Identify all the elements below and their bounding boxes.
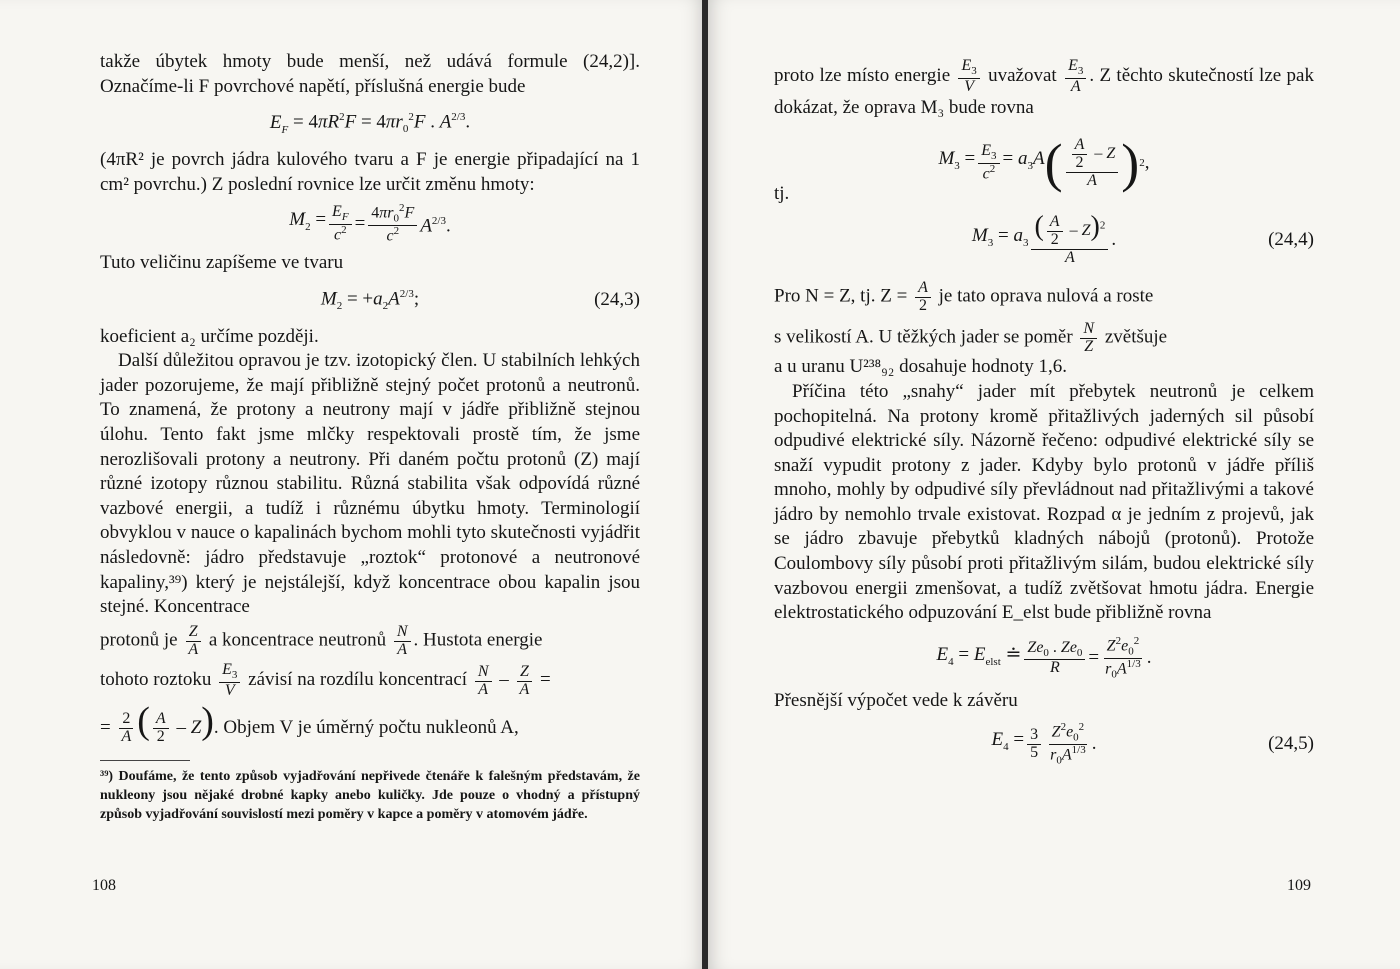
- paragraph: Příčina této „snahy“ jader mít přebytek neutronů je celkem pochopitelná. Na protony kromě přitažlivých jaderných sil působí odpudivé elektrické síly. Názorně řečeno: odpudivé elektrické síly se snaží vypudit protony z jader. Kdyby bylo protonů v jádře příliš mnoho, mohly by odpudivé síly převládnout nad přitažlivými a takové jádro by nemohlo trvale existovat. Rozpad α je jedním z projevů, jak se jádro zbavuje přebytků kladných nábojů (protonů). Protože Coulombovy síly působí proti přitažlivým silám, budou elektrické síly vazbovou energii zmenšovat, a tudíž zvětšovat hmotu jádra. Energie elektrostatického odpuzování E_elst bude přibližně rovna: [774, 380, 1314, 624]
- equation-surface-energy: $E_F = 4\pi R^2F = 4\pi r_0^2F$ . $A^{2/3}$.: [269, 111, 471, 136]
- right-text-column: [774, 50, 1314, 773]
- paragraph-inline-fractions: = $\frac{2}{A}$ ( $\frac{A}{2}$ – Z). Objem V je úměrný počtu nukleonů A,: [100, 699, 519, 745]
- equation-number: (24,5): [1268, 732, 1314, 754]
- paragraph: Další důležitou opravou je tzv. izotopický člen. U stabilních lehkých jader pozorujeme, že mají přibližně stejný počet protonů a neutronů. To znamená, že protony a neutrony mají v jádře přibližně stejnou úlohu. Tento fakt jsme mlčky respektovali prostě tím, že jsme nerozlišovali protony a neutrony. Při daném počtu protonů (Z) mají různé izotopy různou stabilitu. Různá stabilita však odpovídá různé vazbové energii, a tudíž i různému úbytku hmoty. Terminologií obvyklou v nauce o kapalinách bychom mohli tyto skutečnosti vyjádřit následovně: jádro představuje „roztok“ protonové a neutronové kapaliny,³⁹) který je nejstálejší, když koncentrace obou kapalin jsou stejné. Koncentrace: [100, 350, 640, 618]
- page-number: 108: [92, 877, 116, 894]
- equation-e4-coulomb: $E_4 = E_{elst}$ ≐ $\frac{Ze_0 . Ze_0}{R}$ = $\frac{Z^2e_0^2}{r_0A^{1/3}}$ .: [936, 634, 1152, 681]
- equation-number: (24,4): [1268, 228, 1314, 250]
- left-text-column: [100, 50, 640, 824]
- equation-m3-expanded: tj. $M_3$ = $\frac{E_3}{c^2}$ = $a_3A$ ( $\frac{A}{2}$ – Z A ) 2 ,: [774, 128, 1314, 198]
- equation-m2-definition: $M_2$ = $\frac{E_F}{c^2}$ = $\frac{4\pi r_0^2F}{c^2}$ $A^{2/3}$.: [289, 202, 451, 245]
- page-number: 109: [1287, 877, 1311, 894]
- paragraph-inline-fractions: protonů je $\frac{Z}{A}$ a koncentrace neutronů $\frac{N}{A}$ . Hustota energie: [100, 622, 543, 658]
- paragraph: (4πR² je povrch jádra kulového tvaru a F je energie připadající na 1 cm² povrchu.) Z poslední rovnice lze určit změnu hmoty:: [100, 148, 640, 195]
- paragraph: Tuto veličinu zapíšeme ve tvaru: [100, 252, 344, 274]
- right-page: [708, 0, 1400, 969]
- equation-24-5: $E_4$ = $\frac{3}{5}$ $\frac{Z^2e_0^2}{r_0A^{1/3}}$ . (24,5): [991, 720, 1314, 767]
- equation-number: (24,3): [594, 288, 640, 310]
- label-tj: tj.: [774, 183, 790, 205]
- paragraph: a u uranu U²³⁸₉₂ dosahuje hodnoty 1,6.: [774, 356, 1067, 378]
- equation-24-3: $M_2 = +a_2A^{2/3}$; (24,3): [320, 287, 640, 312]
- footnote: ³⁹) Doufáme, že tento způsob vyjadřování nepřivede čtenáře k falešným představám, že nukleony jsou nějaké drobné kapky anebo kuličky. Jde pouze o vhodný a přístupný způsob vyjadřování souvislostí mezi poměry v kapce a poměry v atomovém jádře.: [100, 768, 640, 822]
- paragraph: koeficient a₂ určíme později.: [100, 325, 319, 347]
- paragraph: takže úbytek hmoty bude menší, než udává formule (24,2)]. Označíme-li F povrchové napětí, příslušná energie bude: [100, 51, 640, 97]
- paragraph-inline-fractions: s velikostí A. U těžkých jader se poměr $\frac{N}{Z}$ zvětšuje: [774, 319, 1168, 355]
- footnote-divider: [100, 760, 190, 761]
- paragraph-inline-fractions: Pro N = Z, tj. Z = $\frac{A}{2}$ je tato oprava nulová a roste: [774, 279, 1154, 314]
- paragraph-inline-fractions: proto lze místo energie $\frac{E_3}{V}$ uvažovat $\frac{E_3}{A}$ . Z těchto skutečností lze pak dokázat, že oprava M₃ bude rovna: [774, 57, 1314, 118]
- equation-24-4: $M_3 = a_3$ ( $\frac{A}{2}$ – Z)$^2$ A . (24,4): [971, 211, 1314, 267]
- paragraph: Přesnější výpočet vede k závěru: [774, 689, 1018, 711]
- paragraph-inline-fractions: tohoto roztoku $\frac{E_3}{V}$ závisí na rozdílu koncentrací $\frac{N}{A}$ – $\frac{Z}{A}$ =: [100, 661, 551, 700]
